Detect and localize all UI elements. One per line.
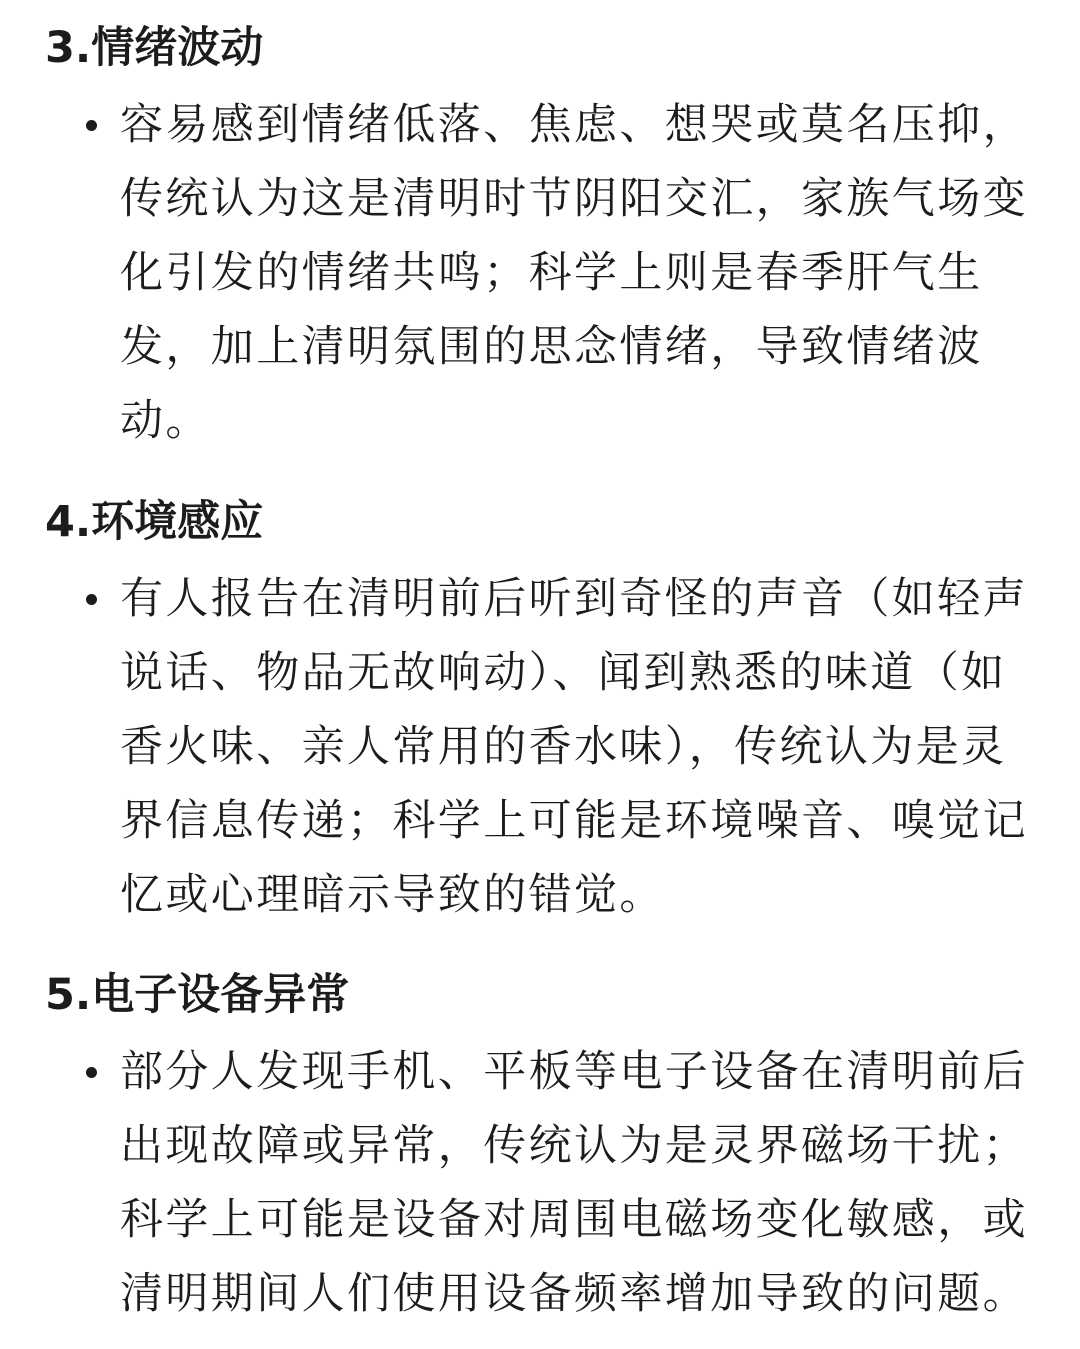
section-heading: 3.情绪波动 [45, 23, 264, 73]
bullet-text: 有人报告在清明前后听到奇怪的声音（如轻声说话、物品无故响动）、闻到熟悉的味道（如香火味、亲人常用的香水味），传统认为是灵界信息传递；科学上可能是环境噪音、嗅觉记忆或心理暗示导致的错觉。 [120, 574, 1028, 920]
section-heading: 5.电子设备异常 [45, 970, 350, 1020]
bullet-text: 容易感到情绪低落、焦虑、想哭或莫名压抑，传统认为这是清明时节阴阳交汇，家族气场变化引发的情绪共鸣；科学上则是春季肝气生发，加上清明氛围的思念情绪，导致情绪波动。 [120, 100, 1028, 446]
bullet-dot-icon [86, 1067, 97, 1078]
bullet-dot-icon [86, 594, 97, 605]
section-heading: 4.环境感应 [45, 497, 264, 547]
bullet-dot-icon [86, 120, 97, 131]
bullet-text: 部分人发现手机、平板等电子设备在清明前后出现故障或异常，传统认为是灵界磁场干扰；科学上可能是设备对周围电磁场变化敏感，或清明期间人们使用设备频率增加导致的问题。 [120, 1047, 1028, 1319]
